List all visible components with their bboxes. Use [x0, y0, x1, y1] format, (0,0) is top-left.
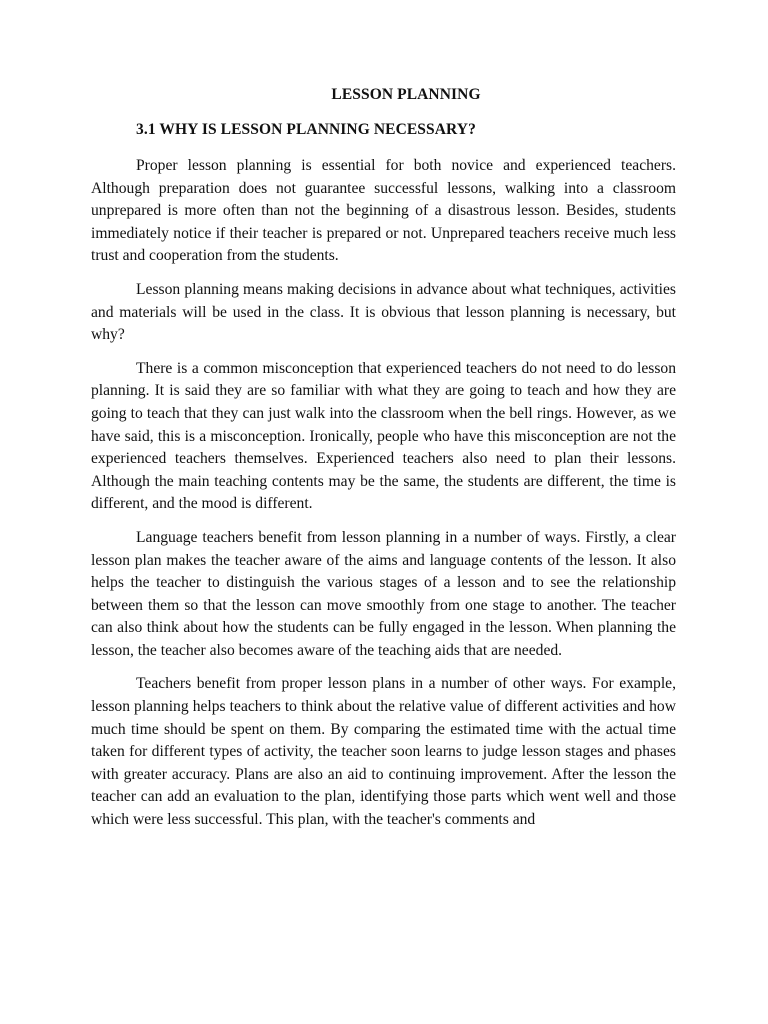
section-heading: 3.1 WHY IS LESSON PLANNING NECESSARY? [136, 121, 476, 138]
paragraph-2: Lesson planning means making decisions in advance about what techniques, activities and materials will be used in the class. It is obvious that lesson planning is necessary, but why? [91, 280, 676, 344]
paragraph-1: Proper lesson planning is essential for both novice and experienced teachers. Although preparation does not guarantee successful lessons, walking into a classroom unprepared is more often than not the beginning of a disastrous lesson. Besides, students immediately notice if their teacher is prepared or not. Unprepared teachers receive much less trust and cooperation from the students. [91, 157, 676, 265]
paragraph-3: There is a common misconception that experienced teachers do not need to do lesson planning. It is said they are so familiar with what they are going to teach and how they are going to teach that they can just walk into the classroom when the bell rings. However, as we have said, this is a misconception. Ironically, people who have this misconception are not the experienced teachers themselves. Experienced teachers also need to plan their lessons. Although the main teaching contents may be the same, the students are different, the time is different, and the mood is different. [91, 359, 676, 513]
page-title: LESSON PLANNING [331, 86, 481, 103]
paragraph-4: Language teachers benefit from lesson planning in a number of ways. Firstly, a clear lesson plan makes the teacher aware of the aims and language contents of the lesson. It also helps the teacher to distinguish the various stages of a lesson and to see the relationship between them so that the lesson can move smoothly from one stage to another. The teacher can also think about how the students can be fully engaged in the lesson. When planning the lesson, the teacher also becomes aware of the teaching aids that are needed. [91, 528, 676, 659]
body-text [91, 155, 676, 843]
paragraph-5: Teachers benefit from proper lesson plans in a number of other ways. For example, lesson planning helps teachers to think about the relative value of different activities and how much time should be spent on them. By comparing the estimated time with the actual time taken for different types of activity, the teacher soon learns to judge lesson stages and phases with greater accuracy. Plans are also an aid to continuing improvement. After the lesson the teacher can add an evaluation to the plan, identifying those parts which went well and those which were less successful. This plan, with the teacher's comments and [91, 675, 676, 829]
